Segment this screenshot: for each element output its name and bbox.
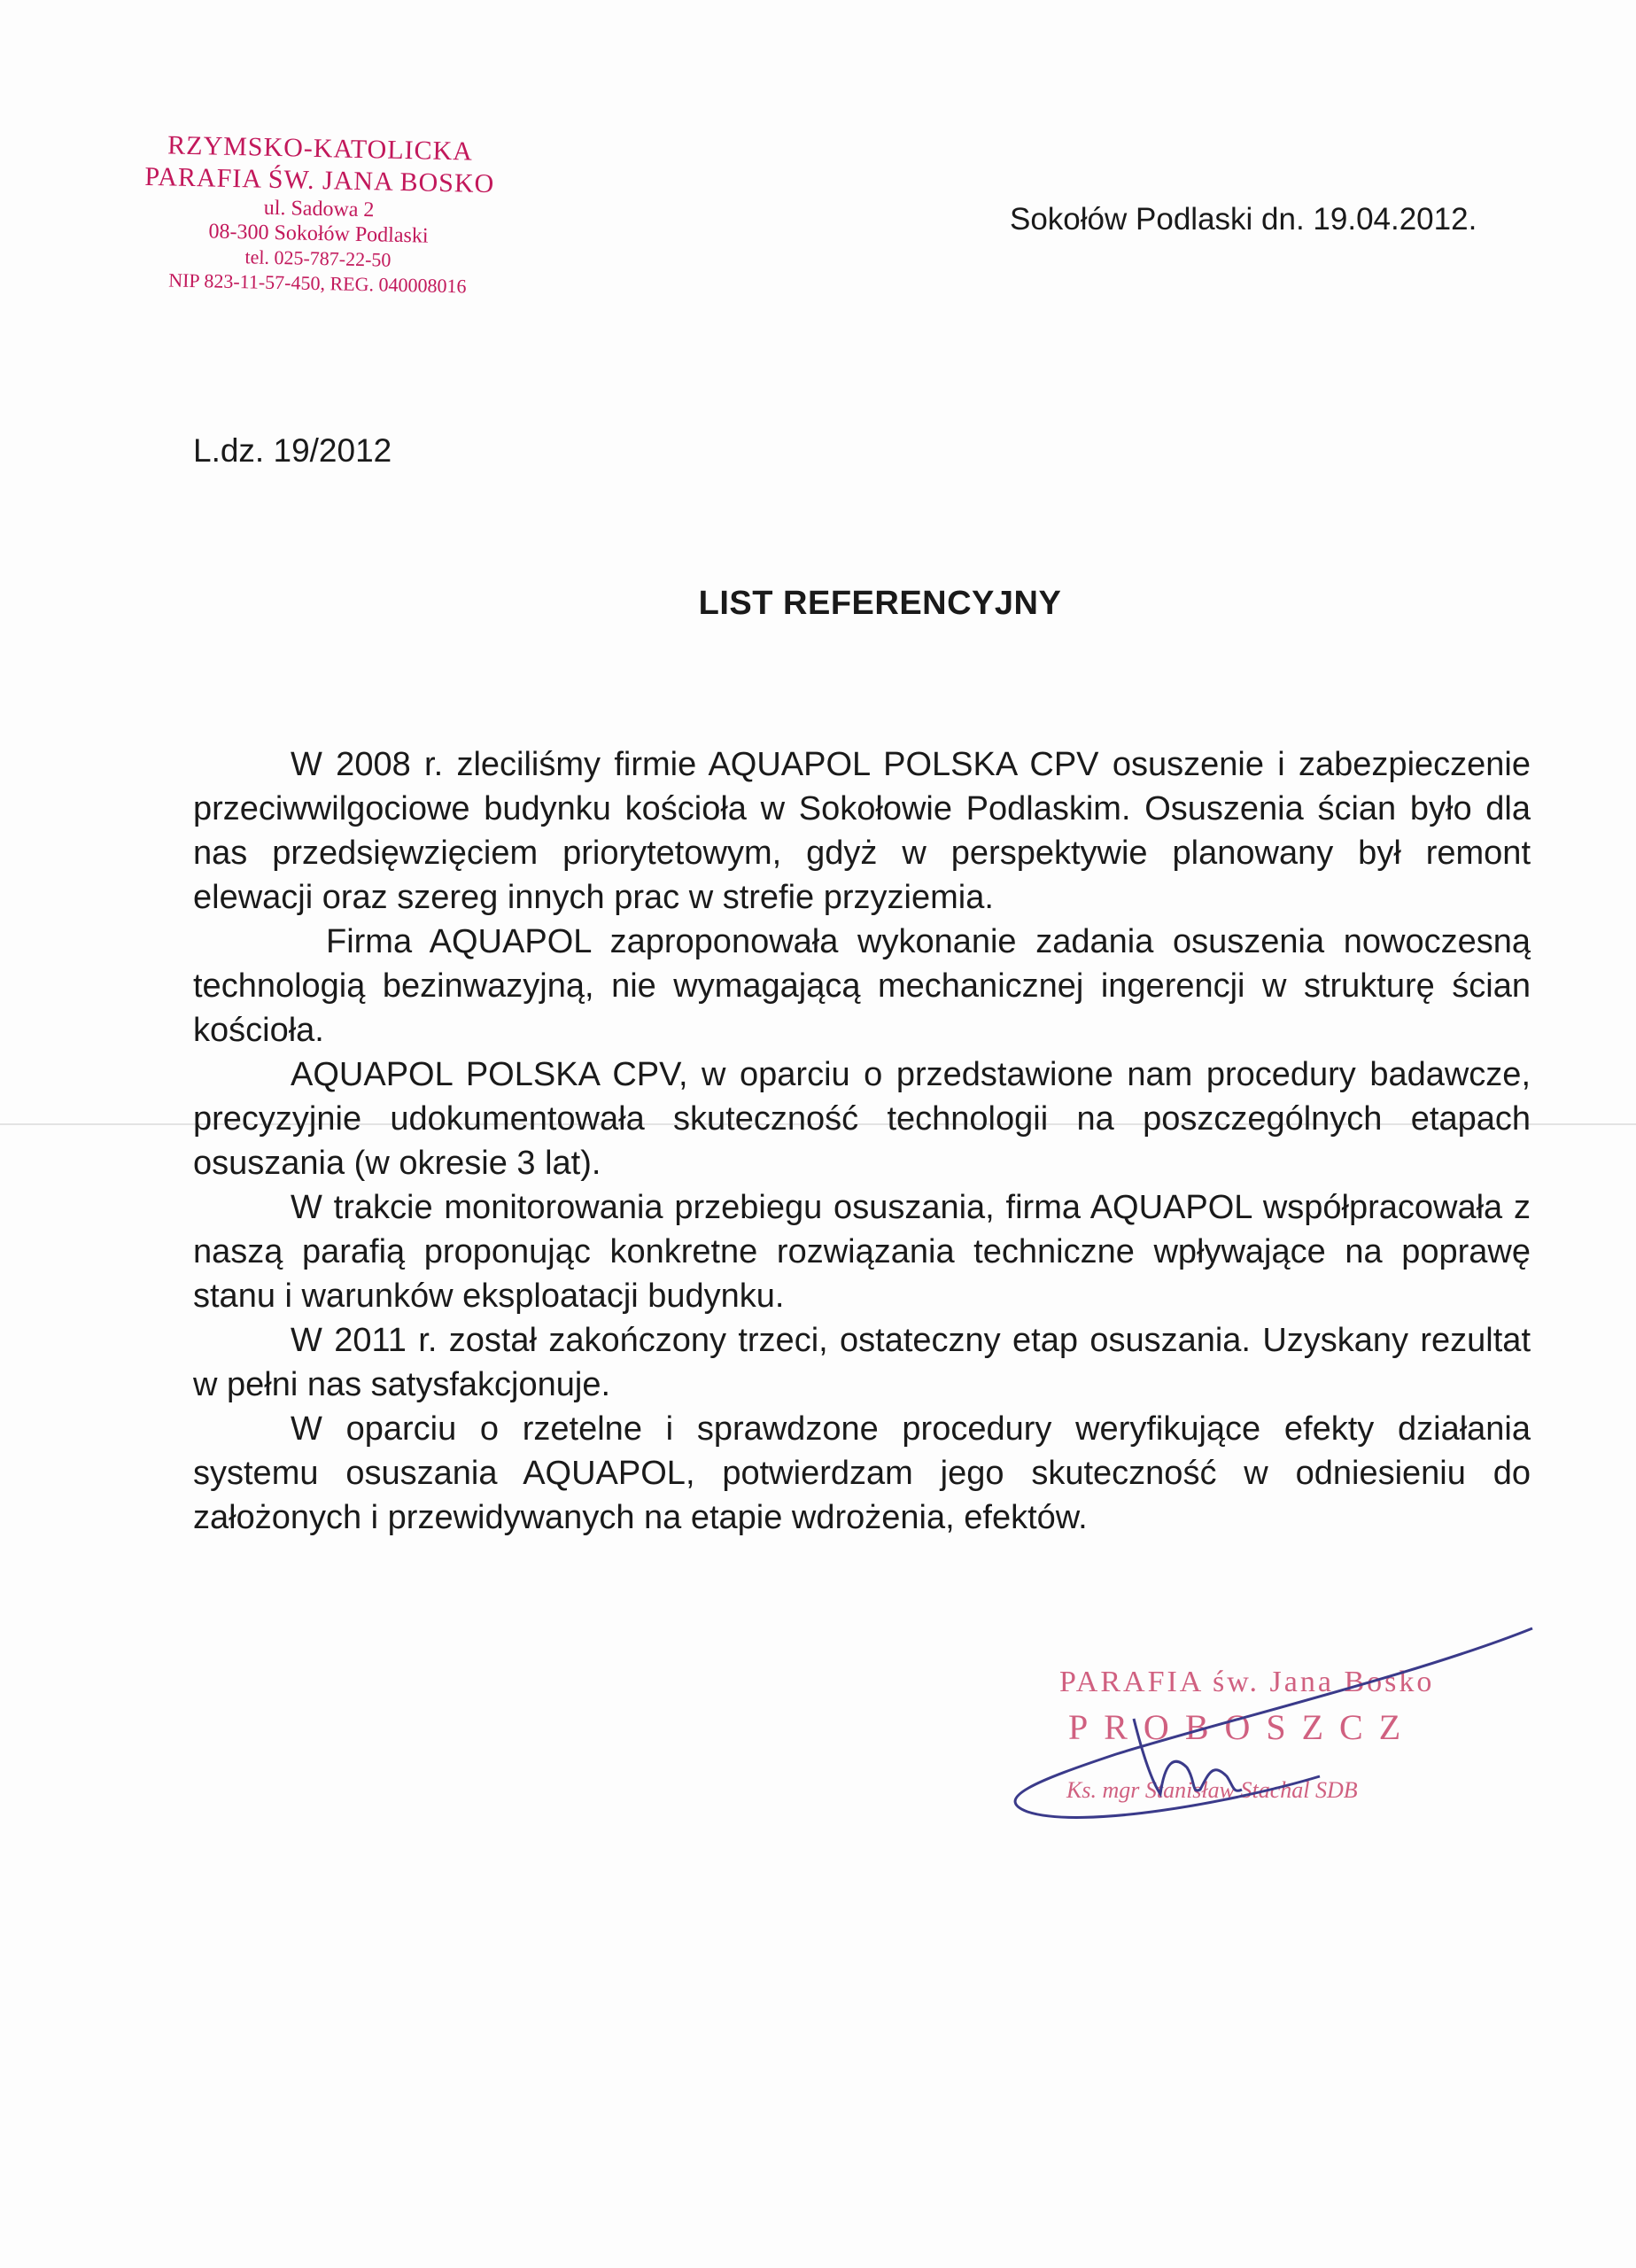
place-and-date: Sokołów Podlaski dn. 19.04.2012.	[1010, 202, 1477, 237]
handwritten-signature	[1001, 1612, 1550, 1843]
paragraph-5: W 2011 r. został zakończony trzeci, ostateczny etap osuszania. Uzyskany rezultat w pełni nas satysfakcjonuje.	[193, 1322, 1531, 1403]
paragraph-1: W 2008 r. zleciliśmy firmie AQUAPOL POLSKA CPV osuszenie i zabezpieczenie przeciwwilgociowe budynku kościoła w Sokołowie Podlaskim. Osuszenia ścian było dla nas przedsięwzięciem priorytetowym, gdyż w perspektywie planowany był remont elewacji oraz szereg innych prac w strefie przyziemia.	[193, 746, 1531, 916]
document-title: LIST REFERENCYJNY	[698, 585, 1062, 622]
pastor-stamp-title: PROBOSZCZ	[1068, 1707, 1417, 1747]
reference-number: L.dz. 19/2012	[193, 432, 392, 469]
paragraph-3: AQUAPOL POLSKA CPV, w oparciu o przedstawione nam procedury badawcze, precyzyjnie udokumentowała skuteczność technologii na poszczególnych etapach osuszania (w okresie 3 lat).	[193, 1056, 1531, 1182]
stamp-city: 08-300 Sokołów Podlaski	[208, 220, 429, 248]
parish-header-stamp	[122, 128, 516, 299]
letter-body	[193, 742, 1531, 1540]
stamp-line-1: RZYMSKO-KATOLICKA	[167, 130, 474, 167]
stamp-phone: tel. 025-787-22-50	[244, 245, 392, 271]
stamp-address: ul. Sadowa 2	[263, 196, 375, 222]
pastor-stamp-parish: PARAFIA św. Jana Bosko	[1059, 1666, 1435, 1698]
paragraph-6: W oparciu o rzetelne i sprawdzone procedury weryfikujące efekty działania systemu osuszania AQUAPOL, potwierdzam jego skuteczność w odniesieniu do założonych i przewidywanych na etapie wdrożenia, efektów.	[193, 1410, 1531, 1536]
paragraph-4: W trakcie monitorowania przebiegu osuszania, firma AQUAPOL współpracowała z naszą parafią proponując konkretne rozwiązania techniczne wpływające na poprawę stanu i warunków eksploatacji budynku.	[193, 1189, 1531, 1315]
stamp-line-2: PARAFIA ŚW. JANA BOSKO	[144, 161, 495, 199]
stamp-nip: NIP 823-11-57-450, REG. 040008016	[167, 268, 467, 298]
paragraph-2: Firma AQUAPOL zaproponowała wykonanie zadania osuszenia nowoczesną technologią bezinwazyjną, nie wymagającą mechanicznej ingerencji w strukturę ścian kościoła.	[193, 923, 1531, 1049]
pastor-stamp-name: Ks. mgr Stanisław Stachal SDB	[1066, 1777, 1358, 1803]
